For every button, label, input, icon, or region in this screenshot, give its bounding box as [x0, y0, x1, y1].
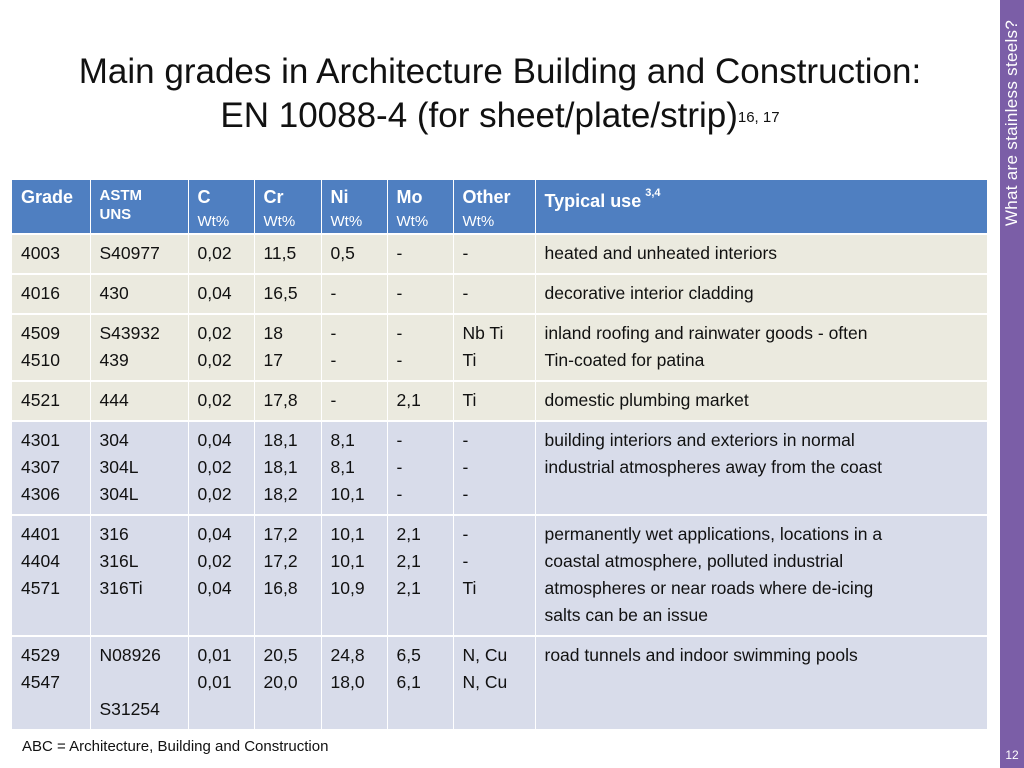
cell-other: - - Ti [453, 515, 535, 636]
footnote: ABC = Architecture, Building and Construction [22, 738, 329, 755]
header-c [188, 180, 254, 234]
cell-use: inland roofing and rainwater goods - often Tin-coated for patina [535, 314, 987, 381]
header-astm: ASTM [99, 187, 142, 204]
cell-cr: 17,8 [254, 381, 321, 421]
cell-astm: 304 304L 304L [90, 421, 188, 515]
cell-grade: 4003 [12, 234, 90, 274]
cell-other: - [453, 274, 535, 314]
header-mo-label: Mo [396, 187, 423, 207]
cell-mo: - [387, 274, 453, 314]
cell-c: 0,02 0,02 [188, 314, 254, 381]
cell-astm: S40977 [90, 234, 188, 274]
cell-astm: 444 [90, 381, 188, 421]
table-header-row [12, 180, 987, 234]
cell-other: Ti [453, 381, 535, 421]
title-refs: 16, 17 [737, 109, 780, 126]
page-number: 12 [1005, 748, 1019, 762]
cell-ni: 0,5 [321, 234, 387, 274]
header-astm-uns [90, 180, 188, 234]
header-cr [254, 180, 321, 234]
cell-c: 0,04 0,02 0,02 [188, 421, 254, 515]
sidebar-section-label [1000, 0, 1024, 245]
header-uns: UNS [99, 206, 132, 223]
cell-grade: 4529 4547 [12, 636, 90, 729]
cell-c: 0,01 0,01 [188, 636, 254, 729]
cell-use: domestic plumbing market [535, 381, 987, 421]
cell-ni: 24,8 18,0 [321, 636, 387, 729]
header-ni-unit: Wt% [330, 213, 363, 230]
cell-use: heated and unheated interiors [535, 234, 987, 274]
cell-c: 0,02 [188, 234, 254, 274]
page-title [0, 50, 1000, 138]
table-row [12, 314, 987, 381]
header-mo-unit: Wt% [396, 213, 429, 230]
cell-other: Nb Ti Ti [453, 314, 535, 381]
cell-c: 0,04 [188, 274, 254, 314]
header-cr-label: Cr [263, 187, 284, 207]
table-row [12, 515, 987, 636]
cell-other: N, Cu N, Cu [453, 636, 535, 729]
cell-grade: 4509 4510 [12, 314, 90, 381]
sidebar-text: What are stainless steels? [1002, 19, 1022, 226]
table-row [12, 381, 987, 421]
cell-ni: - - [321, 314, 387, 381]
header-other-label: Other [462, 187, 511, 207]
cell-astm: 316 316L 316Ti [90, 515, 188, 636]
header-grade: Grade [12, 180, 90, 234]
title-line-2-text: EN 10088-4 (for sheet/plate/strip) [220, 96, 738, 135]
cell-mo: - - - [387, 421, 453, 515]
grades-table [12, 180, 987, 729]
table-row [12, 636, 987, 729]
cell-cr: 20,5 20,0 [254, 636, 321, 729]
table-row [12, 274, 987, 314]
cell-grade: 4301 4307 4306 [12, 421, 90, 515]
title-line-1: Main grades in Architecture Building and Construction: [78, 52, 922, 91]
header-other [453, 180, 535, 234]
cell-cr: 18,1 18,1 18,2 [254, 421, 321, 515]
cell-other: - - - [453, 421, 535, 515]
header-c-unit: Wt% [197, 213, 230, 230]
title-line-2 [0, 94, 1000, 138]
cell-astm: S43932 439 [90, 314, 188, 381]
cell-cr: 16,5 [254, 274, 321, 314]
cell-cr: 11,5 [254, 234, 321, 274]
header-ni [321, 180, 387, 234]
cell-ni: 8,1 8,1 10,1 [321, 421, 387, 515]
cell-grade: 4521 [12, 381, 90, 421]
cell-mo: - [387, 234, 453, 274]
header-use-refs: 3,4 [645, 187, 661, 199]
cell-use: road tunnels and indoor swimming pools [535, 636, 987, 729]
cell-use: decorative interior cladding [535, 274, 987, 314]
cell-use: building interiors and exteriors in normal industrial atmospheres away from the coast [535, 421, 987, 515]
header-cr-unit: Wt% [263, 213, 296, 230]
cell-cr: 18 17 [254, 314, 321, 381]
cell-other: - [453, 234, 535, 274]
cell-use: permanently wet applications, locations in a coastal atmosphere, polluted industrial atmospheres or near roads where de-icing salts can be an issue [535, 515, 987, 636]
table-row [12, 421, 987, 515]
cell-ni: - [321, 381, 387, 421]
table-row [12, 234, 987, 274]
cell-ni: 10,1 10,1 10,9 [321, 515, 387, 636]
cell-c: 0,02 [188, 381, 254, 421]
cell-mo: 6,5 6,1 [387, 636, 453, 729]
cell-mo: 2,1 [387, 381, 453, 421]
header-c-label: C [197, 187, 211, 207]
cell-mo: - - [387, 314, 453, 381]
cell-mo: 2,1 2,1 2,1 [387, 515, 453, 636]
cell-grade: 4401 4404 4571 [12, 515, 90, 636]
cell-c: 0,04 0,02 0,04 [188, 515, 254, 636]
header-other-unit: Wt% [462, 213, 495, 230]
cell-astm: 430 [90, 274, 188, 314]
header-typical-use [535, 180, 987, 234]
header-mo [387, 180, 453, 234]
header-use-label: Typical use [544, 191, 642, 211]
cell-astm: N08926 S31254 [90, 636, 188, 729]
header-ni-label: Ni [330, 187, 349, 207]
cell-grade: 4016 [12, 274, 90, 314]
cell-cr: 17,2 17,2 16,8 [254, 515, 321, 636]
cell-ni: - [321, 274, 387, 314]
